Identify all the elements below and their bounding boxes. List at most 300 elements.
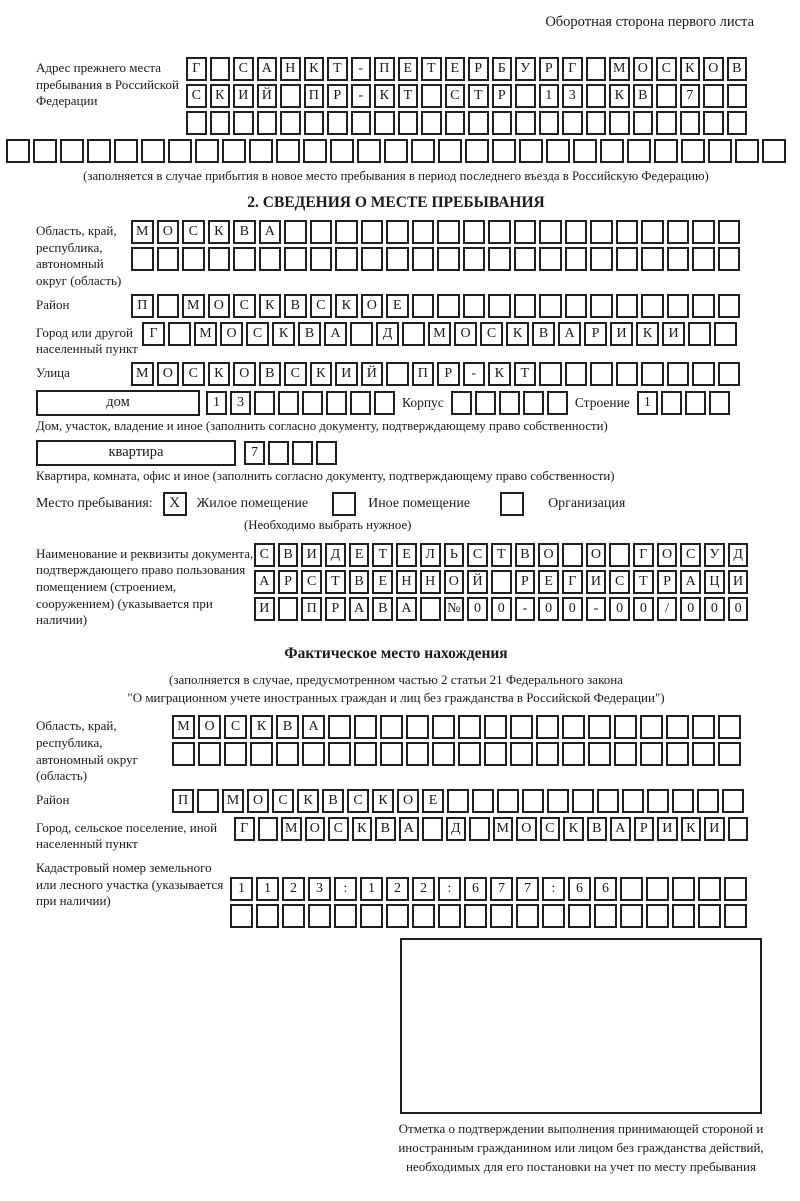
char-box[interactable]	[680, 111, 701, 135]
char-box[interactable]: К	[250, 715, 273, 739]
char-box[interactable]: К	[609, 84, 630, 108]
char-box[interactable]: С	[182, 362, 205, 386]
char-box[interactable]	[523, 391, 544, 415]
char-box[interactable]	[620, 877, 643, 901]
char-box[interactable]: -	[586, 597, 607, 621]
char-box[interactable]	[465, 139, 489, 163]
char-box[interactable]	[588, 742, 611, 766]
char-box[interactable]: 6	[594, 877, 617, 901]
char-box[interactable]	[586, 111, 607, 135]
char-box[interactable]	[616, 220, 639, 244]
char-box[interactable]: Р	[539, 57, 560, 81]
char-box[interactable]	[463, 294, 486, 318]
char-box[interactable]	[420, 597, 441, 621]
char-box[interactable]	[384, 139, 408, 163]
char-box[interactable]	[542, 904, 565, 928]
char-box[interactable]: 1	[206, 391, 227, 415]
char-box[interactable]: С	[224, 715, 247, 739]
char-box[interactable]	[468, 111, 489, 135]
char-box[interactable]	[614, 715, 637, 739]
char-box[interactable]	[303, 139, 327, 163]
stay-checkbox-residential[interactable]: X	[163, 492, 187, 516]
char-box[interactable]	[546, 139, 570, 163]
char-box[interactable]	[406, 742, 429, 766]
char-box[interactable]	[597, 789, 619, 813]
char-box[interactable]	[692, 715, 715, 739]
char-box[interactable]: Й	[467, 570, 488, 594]
char-box[interactable]: У	[704, 543, 725, 567]
char-box[interactable]: 0	[633, 597, 654, 621]
char-box[interactable]	[60, 139, 84, 163]
char-box[interactable]	[672, 877, 695, 901]
char-box[interactable]	[492, 111, 513, 135]
char-box[interactable]	[488, 247, 511, 271]
char-box[interactable]	[360, 904, 383, 928]
char-box[interactable]: 7	[680, 84, 701, 108]
char-box[interactable]	[616, 362, 639, 386]
char-box[interactable]	[278, 597, 299, 621]
char-box[interactable]	[641, 362, 664, 386]
char-box[interactable]: С	[656, 57, 677, 81]
char-box[interactable]: К	[352, 817, 373, 841]
char-box[interactable]: К	[335, 294, 358, 318]
char-box[interactable]	[516, 904, 539, 928]
char-box[interactable]	[406, 715, 429, 739]
char-box[interactable]: В	[372, 597, 393, 621]
char-box[interactable]	[661, 391, 682, 415]
char-box[interactable]: Л	[420, 543, 441, 567]
char-box[interactable]	[330, 139, 354, 163]
char-box[interactable]: Ц	[704, 570, 725, 594]
char-box[interactable]: 1	[539, 84, 560, 108]
char-box[interactable]	[357, 139, 381, 163]
char-box[interactable]: А	[324, 322, 347, 346]
char-box[interactable]	[402, 322, 425, 346]
char-box[interactable]	[259, 247, 282, 271]
char-box[interactable]	[284, 220, 307, 244]
char-box[interactable]	[308, 904, 331, 928]
char-box[interactable]	[386, 362, 409, 386]
char-box[interactable]	[536, 742, 559, 766]
char-box[interactable]: В	[322, 789, 344, 813]
char-box[interactable]	[656, 84, 677, 108]
char-box[interactable]	[539, 220, 562, 244]
char-box[interactable]	[422, 817, 443, 841]
char-box[interactable]: :	[542, 877, 565, 901]
char-box[interactable]: О	[220, 322, 243, 346]
char-box[interactable]: Д	[325, 543, 346, 567]
char-box[interactable]	[692, 294, 715, 318]
char-box[interactable]: К	[506, 322, 529, 346]
char-box[interactable]	[640, 715, 663, 739]
char-box[interactable]	[633, 111, 654, 135]
char-box[interactable]: -	[463, 362, 486, 386]
char-box[interactable]	[421, 84, 442, 108]
char-box[interactable]	[722, 789, 744, 813]
char-box[interactable]: И	[610, 322, 633, 346]
char-box[interactable]: Р	[657, 570, 678, 594]
char-box[interactable]	[667, 294, 690, 318]
char-box[interactable]: Т	[421, 57, 442, 81]
char-box[interactable]	[514, 220, 537, 244]
char-box[interactable]	[692, 220, 715, 244]
char-box[interactable]	[437, 294, 460, 318]
char-box[interactable]	[622, 789, 644, 813]
char-box[interactable]: С	[284, 362, 307, 386]
char-box[interactable]	[233, 111, 254, 135]
char-box[interactable]	[714, 322, 737, 346]
char-box[interactable]	[514, 294, 537, 318]
char-box[interactable]: К	[272, 322, 295, 346]
char-box[interactable]: Г	[562, 570, 583, 594]
char-box[interactable]: К	[680, 57, 701, 81]
char-box[interactable]: :	[334, 877, 357, 901]
char-box[interactable]: М	[172, 715, 195, 739]
char-box[interactable]: О	[538, 543, 559, 567]
char-box[interactable]	[488, 220, 511, 244]
char-box[interactable]: Т	[372, 543, 393, 567]
char-box[interactable]: К	[297, 789, 319, 813]
char-box[interactable]	[463, 247, 486, 271]
char-box[interactable]	[328, 742, 351, 766]
char-box[interactable]	[718, 742, 741, 766]
char-box[interactable]: В	[349, 570, 370, 594]
char-box[interactable]: С	[680, 543, 701, 567]
char-box[interactable]: В	[298, 322, 321, 346]
char-box[interactable]	[282, 904, 305, 928]
char-box[interactable]: А	[349, 597, 370, 621]
char-box[interactable]	[386, 220, 409, 244]
char-box[interactable]: С	[186, 84, 207, 108]
char-box[interactable]: П	[304, 84, 325, 108]
char-box[interactable]	[510, 715, 533, 739]
char-box[interactable]	[230, 904, 253, 928]
char-box[interactable]: К	[372, 789, 394, 813]
char-box[interactable]	[718, 220, 741, 244]
char-box[interactable]	[703, 111, 724, 135]
char-box[interactable]: О	[444, 570, 465, 594]
char-box[interactable]	[588, 715, 611, 739]
char-box[interactable]: К	[208, 362, 231, 386]
char-box[interactable]: 1	[637, 391, 658, 415]
char-box[interactable]	[685, 391, 706, 415]
char-box[interactable]	[438, 139, 462, 163]
char-box[interactable]	[672, 904, 695, 928]
char-box[interactable]	[168, 139, 192, 163]
char-box[interactable]: М	[493, 817, 514, 841]
char-box[interactable]: Т	[398, 84, 419, 108]
char-box[interactable]: 1	[360, 877, 383, 901]
char-box[interactable]: Й	[257, 84, 278, 108]
char-box[interactable]: С	[301, 570, 322, 594]
char-box[interactable]	[335, 247, 358, 271]
char-box[interactable]	[640, 742, 663, 766]
char-box[interactable]: Г	[186, 57, 207, 81]
char-box[interactable]	[224, 742, 247, 766]
char-box[interactable]	[412, 247, 435, 271]
char-box[interactable]: О	[247, 789, 269, 813]
char-box[interactable]	[411, 139, 435, 163]
char-box[interactable]: 0	[728, 597, 749, 621]
char-box[interactable]: С	[182, 220, 205, 244]
char-box[interactable]: И	[335, 362, 358, 386]
char-box[interactable]: Е	[422, 789, 444, 813]
char-box[interactable]	[437, 247, 460, 271]
char-box[interactable]	[350, 391, 371, 415]
char-box[interactable]: К	[210, 84, 231, 108]
char-box[interactable]: Б	[492, 57, 513, 81]
char-box[interactable]	[438, 904, 461, 928]
char-box[interactable]: №	[444, 597, 465, 621]
char-box[interactable]	[565, 247, 588, 271]
char-box[interactable]: Е	[398, 57, 419, 81]
char-box[interactable]	[361, 220, 384, 244]
char-box[interactable]: И	[704, 817, 725, 841]
char-box[interactable]	[497, 789, 519, 813]
char-box[interactable]	[310, 220, 333, 244]
char-box[interactable]	[437, 220, 460, 244]
char-box[interactable]: 6	[568, 877, 591, 901]
char-box[interactable]	[590, 362, 613, 386]
char-box[interactable]: О	[208, 294, 231, 318]
char-box[interactable]: П	[374, 57, 395, 81]
char-box[interactable]: 0	[467, 597, 488, 621]
char-box[interactable]: -	[515, 597, 536, 621]
char-box[interactable]	[33, 139, 57, 163]
char-box[interactable]: О	[198, 715, 221, 739]
char-box[interactable]: Т	[633, 570, 654, 594]
char-box[interactable]	[667, 220, 690, 244]
char-box[interactable]	[276, 139, 300, 163]
char-box[interactable]	[627, 139, 651, 163]
char-box[interactable]: И	[728, 570, 749, 594]
char-box[interactable]: 0	[704, 597, 725, 621]
char-box[interactable]: М	[281, 817, 302, 841]
char-box[interactable]: С	[254, 543, 275, 567]
char-box[interactable]	[310, 247, 333, 271]
char-box[interactable]: Ь	[444, 543, 465, 567]
char-box[interactable]: Р	[278, 570, 299, 594]
char-box[interactable]	[490, 904, 513, 928]
char-box[interactable]: Д	[376, 322, 399, 346]
char-box[interactable]	[586, 57, 607, 81]
char-box[interactable]: С	[445, 84, 466, 108]
char-box[interactable]	[586, 84, 607, 108]
char-box[interactable]	[182, 247, 205, 271]
char-box[interactable]: К	[563, 817, 584, 841]
char-box[interactable]: Р	[468, 57, 489, 81]
char-box[interactable]	[646, 877, 669, 901]
char-box[interactable]	[724, 904, 747, 928]
char-box[interactable]	[718, 247, 741, 271]
char-box[interactable]	[186, 111, 207, 135]
char-box[interactable]	[412, 904, 435, 928]
char-box[interactable]	[667, 362, 690, 386]
char-box[interactable]	[614, 742, 637, 766]
stay-checkbox-organization[interactable]	[500, 492, 524, 516]
char-box[interactable]: 1	[230, 877, 253, 901]
stay-checkbox-other-premises[interactable]	[332, 492, 356, 516]
char-box[interactable]: П	[301, 597, 322, 621]
char-box[interactable]	[609, 111, 630, 135]
char-box[interactable]: С	[233, 294, 256, 318]
char-box[interactable]	[198, 742, 221, 766]
char-box[interactable]: С	[328, 817, 349, 841]
char-box[interactable]: Р	[584, 322, 607, 346]
char-box[interactable]: Р	[437, 362, 460, 386]
char-box[interactable]	[515, 84, 536, 108]
char-box[interactable]	[641, 294, 664, 318]
char-box[interactable]	[484, 742, 507, 766]
char-box[interactable]: В	[278, 543, 299, 567]
char-box[interactable]	[334, 904, 357, 928]
char-box[interactable]	[703, 84, 724, 108]
char-box[interactable]	[762, 139, 786, 163]
char-box[interactable]: 0	[491, 597, 512, 621]
char-box[interactable]: 0	[609, 597, 630, 621]
char-box[interactable]: 1	[256, 877, 279, 901]
char-box[interactable]	[641, 247, 664, 271]
char-box[interactable]	[727, 111, 748, 135]
char-box[interactable]	[718, 294, 741, 318]
char-box[interactable]: С	[467, 543, 488, 567]
char-box[interactable]	[6, 139, 30, 163]
char-box[interactable]	[386, 247, 409, 271]
char-box[interactable]	[641, 220, 664, 244]
char-box[interactable]	[708, 139, 732, 163]
char-box[interactable]	[724, 877, 747, 901]
char-box[interactable]: Р	[327, 84, 348, 108]
char-box[interactable]	[620, 904, 643, 928]
char-box[interactable]: Г	[633, 543, 654, 567]
char-box[interactable]	[590, 247, 613, 271]
char-box[interactable]: Е	[372, 570, 393, 594]
char-box[interactable]	[698, 877, 721, 901]
char-box[interactable]	[157, 247, 180, 271]
char-box[interactable]	[328, 715, 351, 739]
char-box[interactable]	[519, 139, 543, 163]
char-box[interactable]	[698, 904, 721, 928]
char-box[interactable]: И	[254, 597, 275, 621]
char-box[interactable]	[412, 294, 435, 318]
char-box[interactable]: В	[727, 57, 748, 81]
char-box[interactable]	[256, 904, 279, 928]
char-box[interactable]: К	[681, 817, 702, 841]
char-box[interactable]: Т	[514, 362, 537, 386]
char-box[interactable]: У	[515, 57, 536, 81]
char-box[interactable]: К	[208, 220, 231, 244]
char-box[interactable]	[692, 247, 715, 271]
char-box[interactable]	[692, 742, 715, 766]
char-box[interactable]	[210, 57, 231, 81]
char-box[interactable]	[565, 220, 588, 244]
char-box[interactable]: 3	[562, 84, 583, 108]
char-box[interactable]	[222, 139, 246, 163]
char-box[interactable]	[568, 904, 591, 928]
char-box[interactable]	[590, 294, 613, 318]
char-box[interactable]: О	[305, 817, 326, 841]
char-box[interactable]	[656, 111, 677, 135]
char-box[interactable]: С	[310, 294, 333, 318]
char-box[interactable]	[233, 247, 256, 271]
char-box[interactable]	[484, 715, 507, 739]
char-box[interactable]	[335, 220, 358, 244]
char-box[interactable]	[280, 111, 301, 135]
char-box[interactable]: Е	[349, 543, 370, 567]
char-box[interactable]	[697, 789, 719, 813]
char-box[interactable]: 3	[230, 391, 251, 415]
char-box[interactable]	[458, 715, 481, 739]
char-box[interactable]	[547, 391, 568, 415]
char-box[interactable]: С	[272, 789, 294, 813]
char-box[interactable]	[350, 322, 373, 346]
char-box[interactable]: А	[254, 570, 275, 594]
char-box[interactable]: С	[480, 322, 503, 346]
char-box[interactable]	[594, 904, 617, 928]
char-box[interactable]	[572, 789, 594, 813]
char-box[interactable]	[208, 247, 231, 271]
char-box[interactable]	[302, 391, 323, 415]
char-box[interactable]: М	[194, 322, 217, 346]
char-box[interactable]	[718, 715, 741, 739]
char-box[interactable]	[304, 111, 325, 135]
char-box[interactable]: И	[662, 322, 685, 346]
char-box[interactable]: 0	[562, 597, 583, 621]
char-box[interactable]: В	[375, 817, 396, 841]
char-box[interactable]: И	[233, 84, 254, 108]
char-box[interactable]: Н	[280, 57, 301, 81]
char-box[interactable]	[432, 742, 455, 766]
char-box[interactable]	[447, 789, 469, 813]
char-box[interactable]	[667, 247, 690, 271]
char-box[interactable]	[276, 742, 299, 766]
char-box[interactable]: М	[222, 789, 244, 813]
char-box[interactable]	[249, 139, 273, 163]
char-box[interactable]: И	[586, 570, 607, 594]
char-box[interactable]	[565, 362, 588, 386]
char-box[interactable]: 2	[412, 877, 435, 901]
char-box[interactable]: О	[454, 322, 477, 346]
char-box[interactable]: 0	[538, 597, 559, 621]
char-box[interactable]	[361, 247, 384, 271]
char-box[interactable]	[573, 139, 597, 163]
char-box[interactable]: А	[558, 322, 581, 346]
char-box[interactable]	[522, 789, 544, 813]
char-box[interactable]: 2	[282, 877, 305, 901]
char-box[interactable]: Р	[515, 570, 536, 594]
char-box[interactable]	[326, 391, 347, 415]
char-box[interactable]: Д	[446, 817, 467, 841]
char-box[interactable]	[458, 742, 481, 766]
char-box[interactable]: К	[374, 84, 395, 108]
char-box[interactable]	[562, 715, 585, 739]
char-box[interactable]	[451, 391, 472, 415]
char-box[interactable]: М	[131, 362, 154, 386]
char-box[interactable]: Н	[420, 570, 441, 594]
char-box[interactable]	[327, 111, 348, 135]
char-box[interactable]	[257, 111, 278, 135]
char-box[interactable]: С	[246, 322, 269, 346]
char-box[interactable]	[491, 570, 512, 594]
char-box[interactable]: С	[540, 817, 561, 841]
char-box[interactable]: В	[532, 322, 555, 346]
char-box[interactable]: О	[586, 543, 607, 567]
char-box[interactable]	[464, 904, 487, 928]
char-box[interactable]: 0	[680, 597, 701, 621]
char-box[interactable]: К	[636, 322, 659, 346]
char-box[interactable]: 7	[244, 441, 265, 465]
char-box[interactable]	[87, 139, 111, 163]
